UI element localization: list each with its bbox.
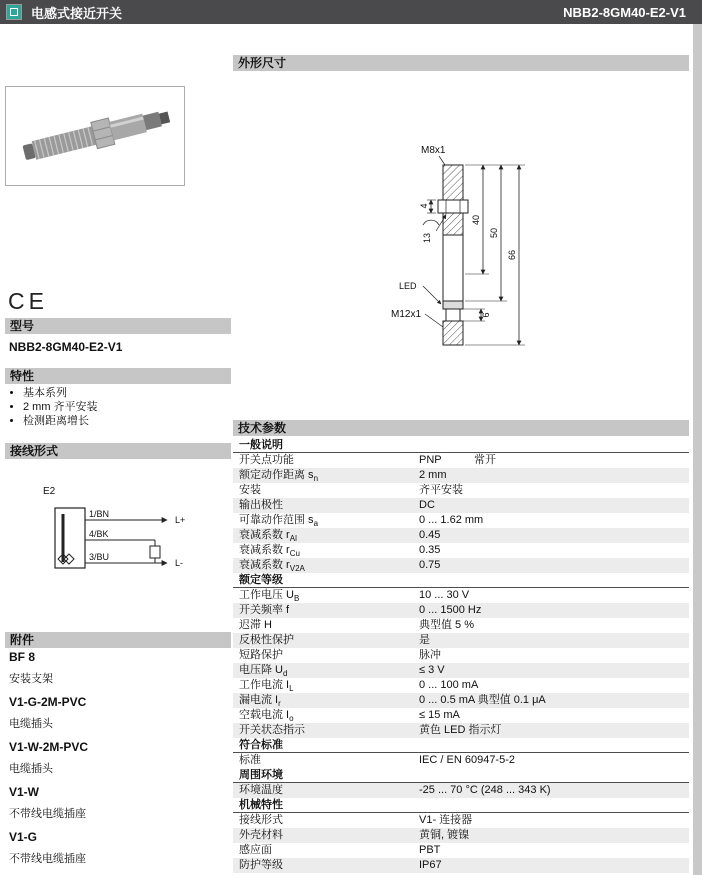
spec-label: 衰减系数 $r_{Al}$	[239, 529, 297, 543]
dim-thread-top-label: M8x1	[421, 145, 446, 156]
brand-square-icon	[6, 4, 22, 20]
section-header-features: 特性	[5, 368, 231, 384]
spec-value: 10 ... 30 V	[419, 589, 470, 601]
feature-item: • 基本系列	[23, 386, 238, 400]
spec-value: 0 ... 100 mA	[419, 679, 479, 691]
accessory-name: V1-W-2M-PVC	[9, 740, 89, 754]
spec-value: 是	[419, 634, 430, 646]
spec-value: DC	[419, 499, 435, 511]
feature-item: • 2 mm 齐平安装	[23, 400, 238, 414]
spec-label: 电压降 $U_d$	[239, 664, 288, 678]
spec-label: 感应面	[239, 844, 272, 856]
pin3-label: 3/BU	[89, 552, 110, 562]
dim-thread-bottom-label: M12x1	[391, 309, 422, 320]
pin1-label: 1/BN	[89, 509, 110, 519]
spec-section-title: 额定等级	[233, 573, 689, 588]
spec-row	[233, 783, 689, 798]
header-bar	[0, 0, 702, 24]
feature-item: • 检测距离增长	[23, 414, 238, 428]
pin4-label: 4/BK	[89, 529, 109, 539]
header-model-number: NBB2-8GM40-E2-V1	[563, 4, 686, 20]
led-label: LED	[399, 281, 417, 291]
spec-label: 安装	[239, 484, 261, 496]
spec-row	[233, 468, 689, 483]
spec-label: 输出极性	[239, 499, 283, 511]
spec-section-title: 机械特性	[233, 798, 689, 813]
spec-value: 0 ... 0.5 mA 典型值 0.1 μA	[419, 694, 546, 706]
spec-value: 0.45	[419, 529, 441, 541]
sensor-symbol-box	[55, 508, 85, 568]
spec-label: 工作电压 $U_B$	[239, 589, 300, 603]
page-edge-strip	[693, 24, 702, 875]
spec-row	[233, 828, 689, 843]
spec-label: 开关点功能	[239, 454, 294, 466]
spec-value: PBT	[419, 844, 441, 856]
accessory-desc: 不带线电缆插座	[9, 808, 86, 820]
spec-label: 接线形式	[239, 814, 283, 826]
accessory-desc: 不带线电缆插座	[9, 853, 86, 865]
spec-value: 典型值 5 %	[419, 619, 475, 631]
spec-value: IEC / EN 60947-5-2	[419, 754, 515, 766]
spec-row	[233, 498, 689, 513]
spec-label: 可靠动作范围 $s_a$	[239, 514, 319, 528]
accessory-name: V1-W	[9, 785, 39, 799]
spec-label: 标准	[239, 754, 261, 766]
lplus-label: L+	[175, 515, 186, 525]
spec-value: 0 ... 1.62 mm	[419, 514, 484, 526]
spec-value-secondary: 常开	[474, 454, 496, 466]
spec-label: 工作电流 $I_L$	[239, 679, 294, 693]
page-title: 电感式接近开关	[31, 5, 123, 21]
ce-mark: CE	[8, 288, 48, 314]
section-header-model: 型号	[5, 318, 231, 334]
section-header-connection: 接线形式	[5, 443, 231, 459]
product-photo	[5, 86, 185, 186]
spec-row	[233, 813, 689, 828]
dim-thread-length-label: 40	[471, 214, 481, 226]
spec-row	[233, 543, 689, 558]
spec-value: V1- 连接器	[419, 814, 473, 826]
accessory-desc: 电缆插头	[9, 718, 53, 730]
spec-value: -25 ... 70 °C (248 ... 343 K)	[419, 784, 551, 796]
dim-wrench-label: 13	[422, 232, 432, 244]
spec-value: PNP 常开	[419, 454, 496, 466]
spec-row	[233, 588, 689, 603]
spec-row	[233, 678, 689, 693]
spec-row	[233, 483, 689, 498]
spec-section-title: 周围环境	[233, 768, 689, 783]
spec-label: 迟滞 H	[239, 619, 272, 631]
spec-label: 额定动作距离 $s_n$	[239, 469, 319, 483]
spec-label: 外壳材料	[239, 829, 283, 841]
features-list	[9, 386, 238, 428]
spec-label: 空载电流 $I_o$	[239, 709, 294, 723]
specs-table	[233, 438, 689, 873]
spec-label: 开关频率 f	[239, 604, 290, 616]
spec-row	[233, 708, 689, 723]
accessory-name: BF 8	[9, 650, 36, 664]
spec-value: 0.75	[419, 559, 441, 571]
dim-total-length-label: 66	[507, 249, 517, 261]
spec-value: 脉冲	[419, 649, 441, 661]
spec-value: 0.35	[419, 544, 441, 556]
spec-row	[233, 753, 689, 768]
accessory-name: V1-G	[9, 830, 38, 844]
spec-value: 齐平安装	[419, 484, 463, 496]
spec-section-title: 一般说明	[233, 438, 689, 453]
section-header-specs: 技术参数	[233, 420, 689, 436]
section-header-dimensions: 外形尺寸	[233, 55, 689, 71]
spec-label: 漏电流 $I_r$	[239, 694, 281, 708]
accessory-name: V1-G-2M-PVC	[9, 695, 87, 709]
accessory-desc: 安装支架	[9, 673, 53, 685]
spec-row	[233, 453, 689, 468]
load-symbol	[150, 546, 160, 558]
spec-label: 开关状态指示	[239, 724, 305, 736]
spec-row	[233, 633, 689, 648]
dim-body-length-label: 50	[489, 227, 499, 239]
spec-value: 2 mm	[419, 469, 447, 481]
spec-section-title: 符合标准	[233, 738, 689, 753]
spec-row	[233, 558, 689, 573]
spec-row	[233, 528, 689, 543]
lminus-label: L-	[175, 558, 184, 568]
accessories-list	[9, 650, 224, 866]
spec-row	[233, 513, 689, 528]
spec-value: IP67	[419, 859, 442, 871]
accessory-desc: 电缆插头	[9, 763, 53, 775]
spec-value: 黄铜, 镀镍	[419, 829, 470, 841]
dim-connector-label: 6	[481, 312, 491, 318]
model-number: NBB2-8GM40-E2-V1	[9, 340, 123, 354]
spec-label: 短路保护	[239, 649, 283, 661]
section-header-accessories: 附件	[5, 632, 231, 648]
wiring-diagram	[5, 468, 231, 623]
sensor-photo-drawing	[6, 87, 182, 183]
spec-row	[233, 603, 689, 618]
brand-square-inner	[10, 8, 18, 16]
spec-value: ≤ 3 V	[419, 664, 445, 676]
spec-value: 黄色 LED 指示灯	[419, 724, 502, 736]
spec-row	[233, 663, 689, 678]
spec-label: 防护等级	[239, 859, 283, 871]
spec-row	[233, 618, 689, 633]
spec-label: 反极性保护	[239, 634, 294, 646]
spec-row	[233, 843, 689, 858]
wiring-variant-label: E2	[43, 486, 56, 497]
spec-value: ≤ 15 mA	[419, 709, 460, 721]
spec-label: 衰减系数 $r_{V2A}$	[239, 559, 305, 573]
spec-label: 衰减系数 $r_{Cu}$	[239, 544, 300, 558]
spec-value: 0 ... 1500 Hz	[419, 604, 482, 616]
spec-row	[233, 858, 689, 873]
spec-label: 环境温度	[239, 784, 283, 796]
spec-row	[233, 723, 689, 738]
dimension-drawing	[233, 73, 689, 423]
spec-row	[233, 648, 689, 663]
spec-row	[233, 693, 689, 708]
dim-nut-height-label: 4	[419, 203, 429, 209]
